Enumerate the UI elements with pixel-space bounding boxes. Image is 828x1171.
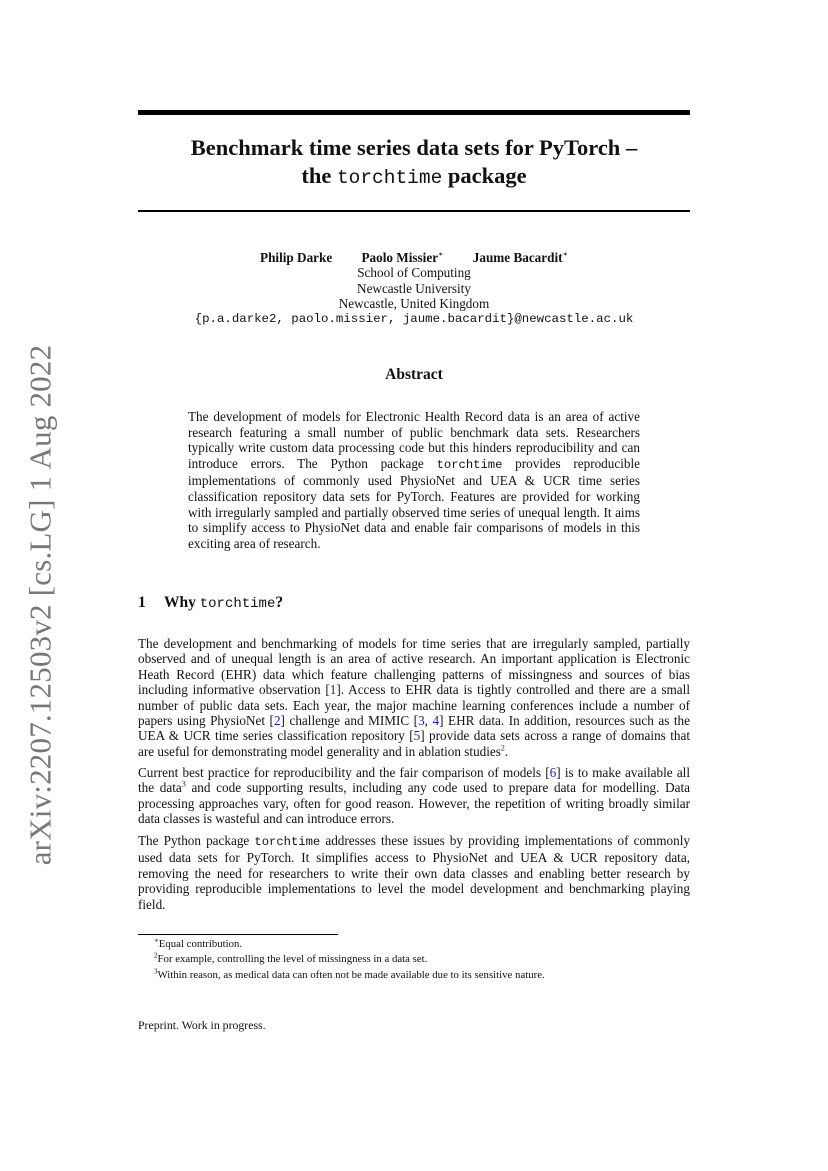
author-names — [138, 250, 690, 265]
arxiv-identifier-text: arXiv:2207.12503v2 [cs.LG] 1 Aug 2022 — [22, 344, 58, 866]
footnote-text: For example, controlling the level of missingness in a data set. — [157, 953, 428, 966]
title-line-2-pre: the — [301, 163, 337, 188]
p1-text-c: ] challenge and MIMIC [ — [280, 713, 419, 729]
footnote-mark: 3 — [154, 967, 158, 975]
p2-text-b: ] is to make available all the data — [138, 765, 691, 796]
title-bottom-rule — [138, 210, 690, 212]
author-dept: School of Computing — [357, 265, 471, 281]
footnote-equal-contribution — [154, 937, 545, 952]
citation-6[interactable]: 6 — [549, 765, 557, 780]
section-title-post: ? — [275, 594, 284, 611]
arxiv-identifier — [22, 344, 58, 866]
section-number: 1 — [138, 594, 146, 611]
abstract-part-b: provides reproducible implementations of commonly used PhysioNet and UEA & UCR time series classification repository data sets for PyTorch. Features are provided for working with irregularly sampled and partially observed time series of unequal length. It aims to simplify access to PhysioNet data and enable fair comparisons of models in this exciting area of research. — [188, 455, 640, 551]
author-2 — [362, 250, 444, 265]
footnote-mark: ∗ — [154, 936, 159, 945]
title-line-2-post: package — [442, 163, 527, 188]
abstract-heading: Abstract — [385, 366, 443, 383]
author-2-mark: ∗ — [438, 249, 444, 259]
abstract-package-code: torchtime — [436, 457, 503, 472]
citation-5[interactable]: 5 — [413, 728, 421, 744]
paragraph-2 — [138, 765, 690, 827]
p3-text-b: addresses these issues by providing implementations of commonly used data sets for PyTorch. It simplifies access to PhysioNet and UEA & UCR repository data, removing the need for researchers to write their own data classes and enabling better research by providing reproducible implementations to level the model development and benchmarking playing field. — [138, 833, 690, 912]
p1-text-f: . — [504, 743, 509, 759]
footnote-2 — [154, 952, 545, 967]
citation-4[interactable]: 4 — [432, 713, 440, 729]
citation-2[interactable]: 2 — [273, 713, 281, 729]
paper-title — [138, 134, 690, 192]
p3-text-a: The Python package — [138, 833, 255, 848]
footnote-text: Within reason, as medical data can often not be made available due to its sensitive nature. — [157, 968, 545, 981]
author-1-name: Philip Darke — [260, 250, 333, 265]
paragraph-3 — [138, 833, 690, 912]
footnote-mark: 2 — [154, 951, 158, 960]
section-title-code: torchtime — [199, 596, 276, 612]
author-3-name: Jaume Bacardit — [472, 250, 563, 265]
title-line-1: Benchmark time series data sets for PyTorch – — [190, 135, 638, 160]
p1-text-e: ] provide data sets across a range of domains that are useful for demonstrating model generality and in ablation studies — [138, 728, 690, 759]
citation-3[interactable]: 3 — [418, 713, 425, 729]
author-3 — [473, 250, 568, 265]
p2-text-a: Current best practice for reproducibility and the fair comparison of models [ — [138, 765, 550, 780]
abstract-text — [188, 409, 640, 551]
p1-text-b: ]. Access to EHR data is tightly controlled and there are a small number of public data sets. Each year, the major machine learning conferences include a number of papers using PhysioNet [ — [138, 682, 690, 729]
title-line-2 — [138, 162, 690, 192]
author-3-mark: ∗ — [562, 249, 568, 259]
footnote-text: Equal contribution. — [158, 938, 243, 950]
section-title-pre: Why — [164, 594, 200, 611]
author-location: Newcastle, United Kingdom — [338, 296, 490, 312]
footnote-ref-3[interactable]: 3 — [181, 780, 186, 790]
paragraph-1 — [138, 636, 690, 759]
author-email: {p.a.darke2, paolo.missier, jaume.bacardit}@newcastle.ac.uk — [194, 311, 634, 326]
footnote-ref-2[interactable]: 2 — [500, 743, 505, 753]
footnotes — [154, 937, 545, 983]
preprint-note: Preprint. Work in progress. — [138, 1018, 266, 1032]
title-package-code: torchtime — [336, 167, 443, 189]
author-block — [138, 250, 690, 327]
author-2-name: Paolo Missier — [361, 250, 439, 265]
author-university: Newcastle University — [357, 280, 471, 296]
author-1 — [260, 250, 332, 265]
title-top-rule — [138, 110, 690, 115]
p1-text-a: The development and benchmarking of models for time series that are irregularly sampled, partially observed and of unequal length is an area of active research. An important application is Electronic Heath Record (EHR) data which feature challenging patterns of missingness and sources of bias including informative observation [ — [138, 636, 690, 698]
footnote-3 — [154, 968, 545, 983]
p2-text-c: and code supporting results, including any code used to prepare data for modelling. Data processing approaches vary, often for good reason. However, the repetition of writing broadly similar data classes is wasteful and can introduce errors. — [138, 780, 691, 827]
p3-package-code: torchtime — [254, 835, 321, 849]
p1-citation-separator: , — [424, 713, 433, 729]
section-heading — [138, 594, 283, 612]
p1-text-d: ] EHR data. In addition, resources such as the UEA & UCR time series classification repository [ — [138, 713, 690, 744]
citation-1[interactable]: 1 — [329, 682, 337, 698]
abstract-part-a: The development of models for Electronic Health Record data is an area of active research featuring a small number of public benchmark data sets. Researchers typically write custom data processing code but this hinders reproducibility and can introduce errors. The Python package — [188, 409, 640, 471]
footnote-rule — [138, 934, 338, 935]
